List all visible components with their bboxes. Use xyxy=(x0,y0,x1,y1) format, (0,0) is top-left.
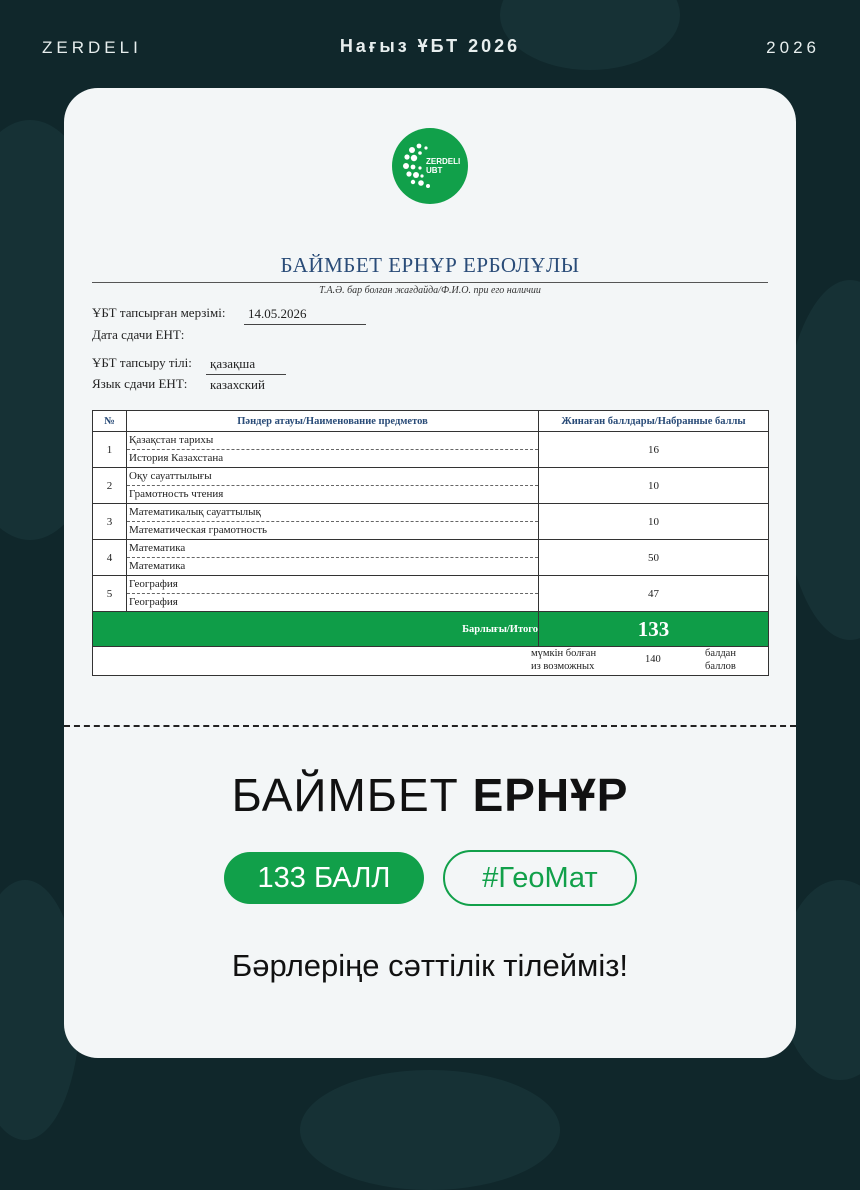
year-label: 2026 xyxy=(766,38,820,57)
subject-score: 10 xyxy=(539,468,769,504)
subject-score: 10 xyxy=(539,504,769,540)
table-row xyxy=(93,540,769,576)
possible-cell xyxy=(93,647,769,676)
dashed-divider xyxy=(64,725,796,727)
subject-name-kz: Қазақстан тарихы xyxy=(127,432,538,450)
row-number: 3 xyxy=(93,504,127,540)
table-row xyxy=(93,576,769,612)
wish-text: Бәрлеріңе сәттілік тілейміз! xyxy=(231,948,629,983)
subject-cell xyxy=(127,504,539,540)
subject-name-kz: Математика xyxy=(127,540,538,558)
lang-underline xyxy=(206,374,286,375)
total-score: 133 xyxy=(539,612,769,647)
subject-cell xyxy=(127,576,539,612)
lang-value-ru: казахский xyxy=(210,377,265,392)
possible-label-ru: из возможных xyxy=(531,661,595,672)
date-label-ru: Дата сдачи ЕНТ: xyxy=(92,327,185,342)
table-header-row xyxy=(93,411,769,432)
lang-label-ru: Язык сдачи ЕНТ: xyxy=(92,376,188,391)
score-badge: 133 БАЛЛ xyxy=(224,852,424,904)
total-label: Барлығы/Итого xyxy=(93,612,539,647)
subject-score: 16 xyxy=(539,432,769,468)
page-title: Нағыз ҰБТ 2026 xyxy=(339,36,521,56)
subject-cell xyxy=(127,540,539,576)
student-firstname: ЕРНҰР xyxy=(472,769,629,821)
logo-line1: ZERDELI xyxy=(426,157,461,166)
column-header-score: Жинаған баллдары/Набранные баллы xyxy=(539,411,769,432)
certificate-card xyxy=(64,88,796,1058)
background-shape xyxy=(300,1070,560,1190)
table-row xyxy=(93,468,769,504)
subject-cell xyxy=(127,432,539,468)
lang-label-kz: ҰБТ тапсыру тілі: xyxy=(92,355,192,370)
subject-name-ru: История Казахстана xyxy=(129,452,224,464)
possible-value: 140 xyxy=(645,654,661,665)
name-underline xyxy=(92,282,768,283)
date-label-kz: ҰБТ тапсырған мерзімі: xyxy=(92,305,226,320)
column-header-subject: Пәндер атауы/Наименование предметов xyxy=(127,411,539,432)
subject-name-kz: География xyxy=(127,576,538,594)
date-value: 14.05.2026 xyxy=(248,306,307,321)
points-label-kz: балдан xyxy=(705,648,736,659)
brand-name: ZERDELI xyxy=(42,38,142,57)
top-bar xyxy=(0,36,860,62)
total-row xyxy=(93,612,769,647)
subject-cell xyxy=(127,468,539,504)
points-label-ru: баллов xyxy=(705,661,736,672)
logo-line2: UBT xyxy=(426,166,443,175)
column-header-number: № xyxy=(93,411,127,432)
table-row xyxy=(93,504,769,540)
row-number: 5 xyxy=(93,576,127,612)
logo-text xyxy=(426,157,460,175)
scores-table xyxy=(92,410,769,676)
subject-name-kz: Математикалық сауаттылық xyxy=(127,504,538,522)
name-hint: Т.А.Ә. бар болған жағдайда/Ф.И.О. при его наличии xyxy=(319,285,541,296)
zerdeli-logo xyxy=(392,128,468,204)
table-row xyxy=(93,432,769,468)
lang-value-kz: қазақша xyxy=(210,356,256,371)
subject-name-ru: Математика xyxy=(129,560,186,572)
subject-name-ru: Грамотность чтения xyxy=(129,488,224,500)
subject-tag-badge: #ГеоМат xyxy=(443,850,637,906)
student-surname: БАЙМБЕТ xyxy=(231,769,459,821)
document-full-name: БАЙМБЕТ ЕРНҰР ЕРБОЛҰЛЫ xyxy=(280,253,580,277)
subject-score: 47 xyxy=(539,576,769,612)
subject-score: 50 xyxy=(539,540,769,576)
subject-name-ru: Математическая грамотность xyxy=(129,524,268,536)
date-underline xyxy=(244,324,366,325)
possible-row xyxy=(93,647,769,676)
row-number: 2 xyxy=(93,468,127,504)
student-name xyxy=(64,768,796,822)
row-number: 1 xyxy=(93,432,127,468)
row-number: 4 xyxy=(93,540,127,576)
possible-label-kz: мүмкін болған xyxy=(531,648,597,659)
subject-name-kz: Оқу сауаттылығы xyxy=(127,468,538,486)
subject-name-ru: География xyxy=(129,596,178,608)
